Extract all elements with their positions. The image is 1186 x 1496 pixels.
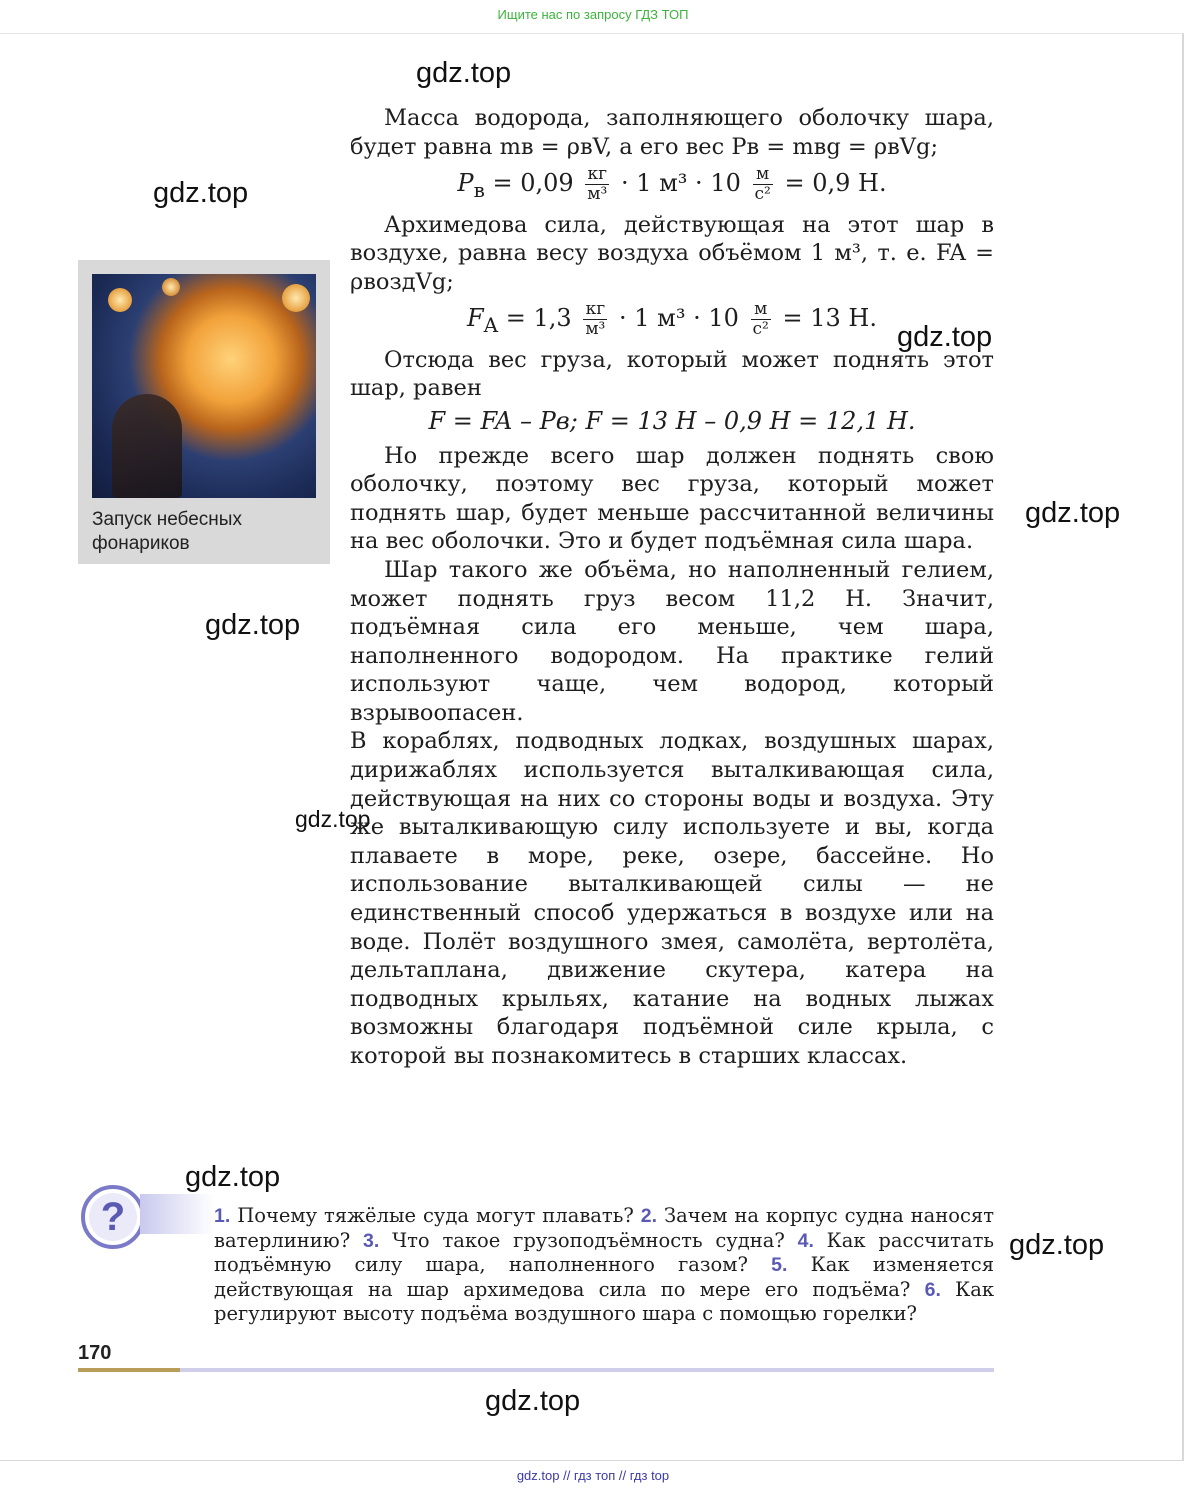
footer-rule [180,1368,994,1372]
main-text [350,104,994,1071]
paragraph-5: Шар такого же объёма, но наполненный гелием, может поднять груз весом 11,2 Н. Значит, подъёмная сила его меньше, чем шара, наполненного водородом. На практике гелий используют чаще, чем водород, который взрывоопасен. [350,556,994,726]
f2-end: = 13 Н. [782,304,877,333]
question-number: 3. [363,1229,380,1252]
watermark-7: gdz.top [185,1161,281,1193]
f2-sub: A [483,313,499,338]
page-number: 170 [78,1342,112,1364]
f1-value: = 0,09 [484,169,574,198]
f1-den2: с² [754,184,771,205]
watermark-8: gdz.top [1009,1229,1105,1261]
f2-num2: м [751,300,771,320]
footer-rule-accent [78,1368,180,1372]
paragraph-6: В кораблях, подводных лодках, воздушных шарах, дирижаблях используется выталкивающая сила, действующая на них со стороны воды и воздуха. Эту же выталкивающую силу используете и вы, когда плаваете в море, реке, озере, бассейне. Но использование выталкивающей силы — не единственный способ удержаться в воздухе или на воде. Полёт воздушного змея, самолёта, вертолёта, дельтаплана, движение скутера, катера на подводных крыльях, катание на водных лыжах возможны благодаря подъёмной силе крыла, с которой вы познакомитесь в старших классах. [350,728,994,1069]
f2-symbol: F [467,304,484,333]
lantern-icon [282,284,310,312]
person-silhouette [112,394,182,498]
f1-fraction [585,165,609,204]
formula-2 [350,300,994,339]
question-text: Зачем на корпус судна наносят ватерлинию? [214,1204,995,1252]
f1-end: = 0,9 Н. [784,169,887,198]
f2-fraction [583,300,607,339]
f1-mid: · 1 м³ · 10 [620,169,741,198]
question-number: 2. [640,1205,658,1227]
f2-num: кг [583,300,607,320]
formula-1 [350,165,994,204]
watermark-5: gdz.top [205,609,301,641]
watermark-9: gdz.top [485,1385,581,1417]
question-text: Что такое грузоподъёмность судна? [392,1228,785,1252]
question-number: 4. [797,1229,814,1252]
watermark-2: gdz.top [153,177,249,209]
svg-text:?: ? [100,1195,126,1239]
lantern-icon [108,288,132,312]
f2-den2: с² [752,319,769,340]
question-text: Как рассчитать подъёмную силу шара, наполненного газом? [214,1228,994,1276]
f1-sub: в [473,177,485,202]
watermark-3: gdz.top [897,321,993,353]
paragraph-2: Архимедова сила, действующая на этот шар в воздухе, равна весу воздуха объёмом 1 м³, т. е. FA = ρвоздVg; [350,211,994,295]
bottom-banner[interactable]: gdz.top // гдз топ // гдз top [516,1468,670,1483]
photo-figure [78,260,330,564]
f2-mid: · 1 м³ · 10 [619,304,739,333]
watermark-4: gdz.top [1025,497,1121,529]
questions-block [214,1204,994,1326]
f2-value: = 1,3 [498,304,572,333]
paragraph-4: Но прежде всего шар должен поднять свою оболочку, поэтому вес груза, который может поднять шар, будет меньше рассчитанной величины на вес оболочки. Это и будет подъёмная сила шара. [350,442,994,555]
question-text: Почему тяжёлые суда могут плавать? [237,1204,634,1227]
f1-num: кг [585,165,609,185]
question-number: 5. [771,1254,788,1276]
question-mark-icon [80,1184,146,1250]
paragraph-1: Масса водорода, заполняющего оболочку шара, будет равна mв = ρвV, а его вес Pв = mвg = ρвVg; [350,105,994,160]
f1-fraction-2 [753,165,773,204]
photo-caption: Запуск небесных фонариков [92,509,242,554]
sky-lantern-photo [92,274,316,498]
question-number: 6. [924,1278,941,1301]
watermark-6: gdz.top [295,806,371,832]
question-text: Как изменяется действующая на шар архимедова сила по мере его подъёма? [214,1253,995,1301]
formula-3: F = FA – Pв; F = 13 Н – 0,9 Н = 12,1 Н. [428,406,916,435]
paragraph-3: Отсюда вес груза, который может поднять этот шар, равен [350,346,994,402]
f1-num2: м [753,165,773,185]
lantern-icon [162,278,180,296]
watermark-1: gdz.top [416,57,512,89]
f1-den: м³ [587,184,608,205]
question-band [140,1194,214,1234]
f2-fraction-2 [751,300,771,339]
question-number: 1. [214,1205,231,1227]
f1-symbol: P [457,169,474,198]
top-banner[interactable]: Ищите нас по запросу ГДЗ ТОП [497,7,689,22]
f2-den: м³ [585,319,606,340]
question-text: Как регулируют высоту подъёма воздушного шара с помощью горелки? [214,1277,995,1325]
